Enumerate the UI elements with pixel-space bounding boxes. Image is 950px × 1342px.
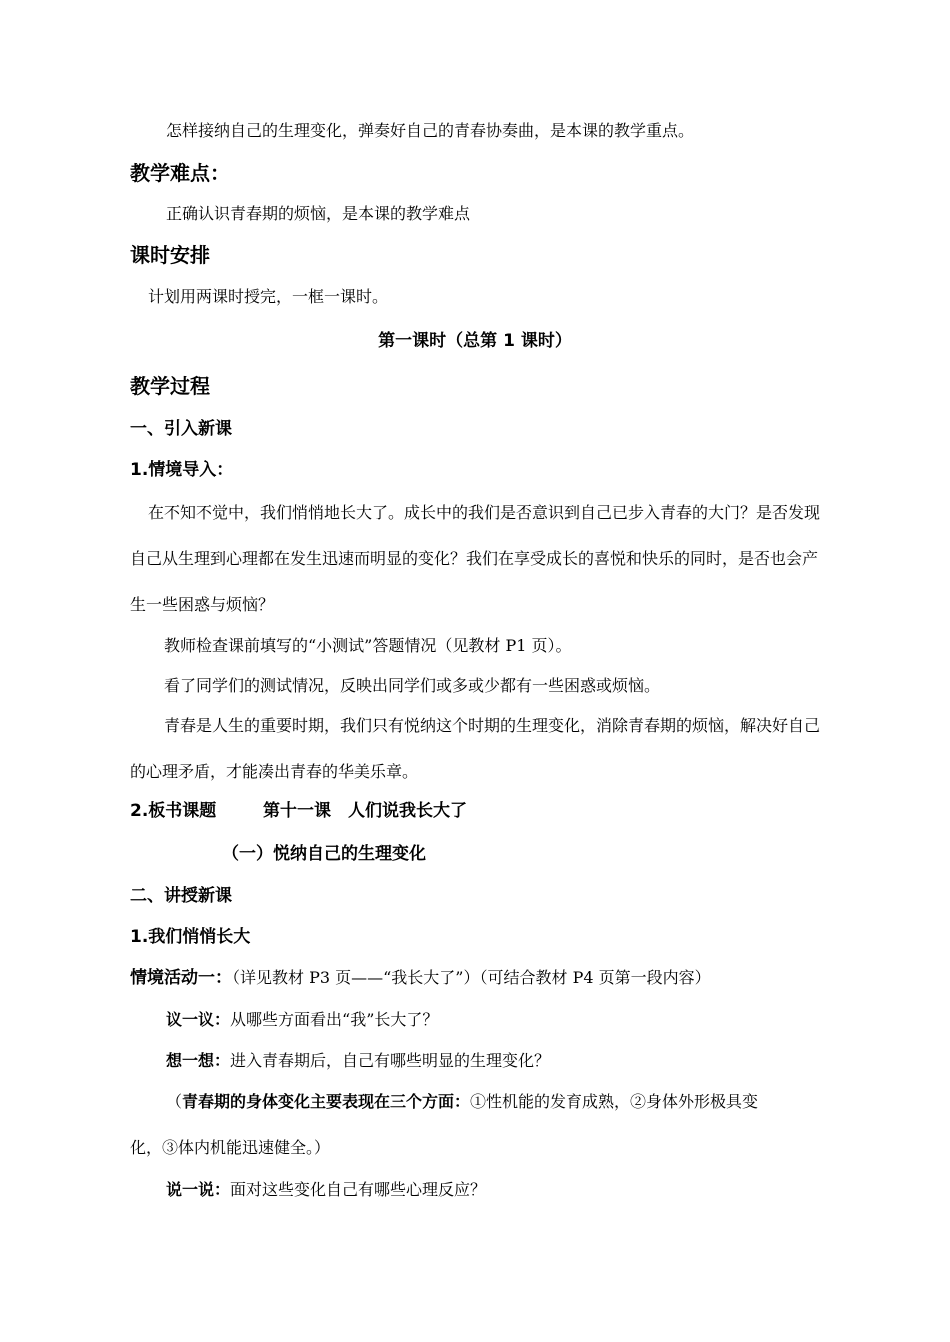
question-say — [166, 1182, 486, 1198]
heading-intro: 一、引入新课 — [130, 419, 232, 439]
heading-grow: 1.我们悄悄长大 — [130, 927, 251, 947]
question-think — [166, 1053, 550, 1069]
question-discuss-label: 议一议： — [166, 1010, 231, 1029]
difficulty-text: 正确认识青春期的烦恼，是本课的教学难点 — [166, 204, 471, 223]
question-think-label: 想一想： — [166, 1051, 231, 1070]
focus-text: 怎样接纳自己的生理变化，弹奏好自己的青春协奏曲，是本课的教学重点。 — [166, 121, 695, 140]
board-title: 第十一课 人们说我长大了 — [263, 801, 467, 821]
question-discuss — [166, 1012, 438, 1028]
question-say-text: 面对这些变化自己有哪些心理反应？ — [230, 1180, 487, 1199]
heading-schedule: 课时安排 — [130, 243, 210, 267]
note-bold: 青春期的身体变化主要表现在三个方面： — [182, 1092, 471, 1111]
heading-lesson-one: 第一课时（总第 1 课时） — [378, 331, 572, 351]
question-say-label: 说一说： — [166, 1180, 231, 1199]
note-continuation: 化，③体内机能迅速健全。） — [130, 1138, 331, 1157]
heading-situation: 1.情境导入： — [130, 460, 234, 480]
schedule-text: 计划用两课时授完，一框一课时。 — [148, 287, 389, 306]
heading-process: 教学过程 — [130, 374, 210, 398]
heading-teach: 二、讲授新课 — [130, 886, 232, 906]
board-label: 2.板书课题 — [130, 801, 217, 821]
note-open-paren: （ — [166, 1092, 183, 1111]
paragraph-line: 看了同学们的测试情况，反映出同学们或多或少都有一些困惑或烦恼。 — [164, 676, 661, 695]
question-discuss-text: 从哪些方面看出“我”长大了？ — [230, 1010, 439, 1029]
paragraph-line: 在不知不觉中，我们悄悄地长大了。成长中的我们是否意识到自己已步入青春的大门？是否发现 — [148, 503, 821, 522]
activity-one-label: 情境活动一： — [130, 968, 232, 988]
heading-difficulty: 教学难点： — [130, 161, 230, 185]
paragraph-line: 的心理矛盾，才能凑出青春的华美乐章。 — [130, 762, 419, 781]
board-subtitle: （一）悦纳自己的生理变化 — [222, 844, 426, 864]
paragraph-line: 教师检查课前填写的“小测试”答题情况（见教材 P1 页）。 — [164, 636, 572, 655]
question-think-text: 进入青春期后，自己有哪些明显的生理变化？ — [230, 1051, 551, 1070]
paragraph-line: 自己从生理到心理都在发生迅速而明显的变化？我们在享受成长的喜悦和快乐的同时，是否也会产 — [130, 549, 819, 568]
activity-one — [130, 970, 711, 987]
paragraph-line: 生一些困惑与烦恼？ — [130, 595, 275, 614]
activity-one-text: （详见教材 P3 页——“我长大了”）（可结合教材 P4 页第一段内容） — [232, 968, 711, 987]
paragraph-line: 青春是人生的重要时期，我们只有悦纳这个时期的生理变化，消除青春期的烦恼，解决好自己 — [164, 716, 821, 735]
note-body-changes — [166, 1094, 758, 1110]
note-text: ①性机能的发育成熟，②身体外形极具变 — [470, 1092, 759, 1111]
